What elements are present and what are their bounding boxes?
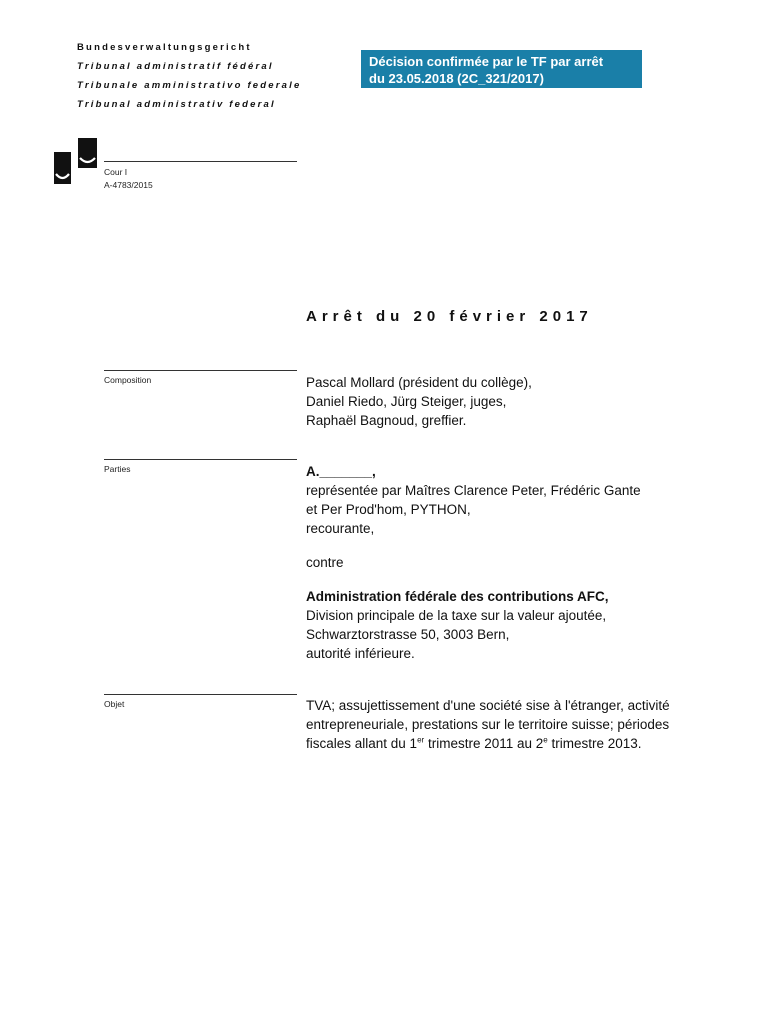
court-logo-icon	[54, 138, 98, 184]
appellant-line: représentée par Maîtres Clarence Peter, Frédéric Gante	[306, 483, 641, 498]
case-number: A-4783/2015	[104, 180, 153, 190]
parties-divider	[104, 459, 297, 460]
confirmation-stamp	[361, 50, 642, 88]
composition-content	[306, 373, 532, 430]
respondent-line: Schwarztorstrasse 50, 3003 Bern,	[306, 627, 510, 642]
subject-line: fiscales allant du 1er trimestre 2011 au 2e trimestre 2013.	[306, 735, 642, 751]
respondent-line: Division principale de la taxe sur la valeur ajoutée,	[306, 608, 607, 623]
appellant-line: et Per Prod'hom, PYTHON,	[306, 502, 471, 517]
respondent-name: Administration fédérale des contributions AFC,	[306, 589, 609, 604]
chamber-label: Cour I	[104, 167, 128, 177]
respondent-line: autorité inférieure.	[306, 646, 415, 661]
appellant-line: recourante,	[306, 521, 375, 536]
court-name-fr: Tribunal administratif fédéral	[77, 61, 274, 72]
composition-line: Pascal Mollard (président du collège),	[306, 375, 532, 390]
subject-label: Objet	[104, 699, 125, 709]
composition-line: Raphaël Bagnoud, greffier.	[306, 413, 467, 428]
composition-divider	[104, 370, 297, 371]
appellant-name: A._______,	[306, 464, 376, 479]
court-name-rm: Tribunal administrativ federal	[77, 99, 276, 110]
versus-text: contre	[306, 555, 344, 570]
stamp-line-2: du 23.05.2018 (2C_321/2017)	[369, 71, 544, 86]
composition-line: Daniel Riedo, Jürg Steiger, juges,	[306, 394, 507, 409]
court-name-de: Bundesverwaltungsgericht	[77, 42, 252, 53]
composition-label: Composition	[104, 375, 152, 385]
parties-label: Parties	[104, 464, 131, 474]
stamp-line-1: Décision confirmée par le TF par arrêt	[369, 54, 604, 69]
subject-divider	[104, 694, 297, 695]
court-name-it: Tribunale amministrativo federale	[77, 80, 302, 91]
header-divider	[104, 161, 297, 162]
subject-content	[306, 696, 670, 753]
subject-line: entrepreneuriale, prestations sur le territoire suisse; périodes	[306, 717, 670, 732]
parties-content	[306, 462, 641, 663]
page-title: Arrêt du 20 février 2017	[306, 308, 593, 325]
court-names	[77, 38, 301, 114]
subject-line: TVA; assujettissement d'une société sise à l'étranger, activité	[306, 698, 670, 713]
